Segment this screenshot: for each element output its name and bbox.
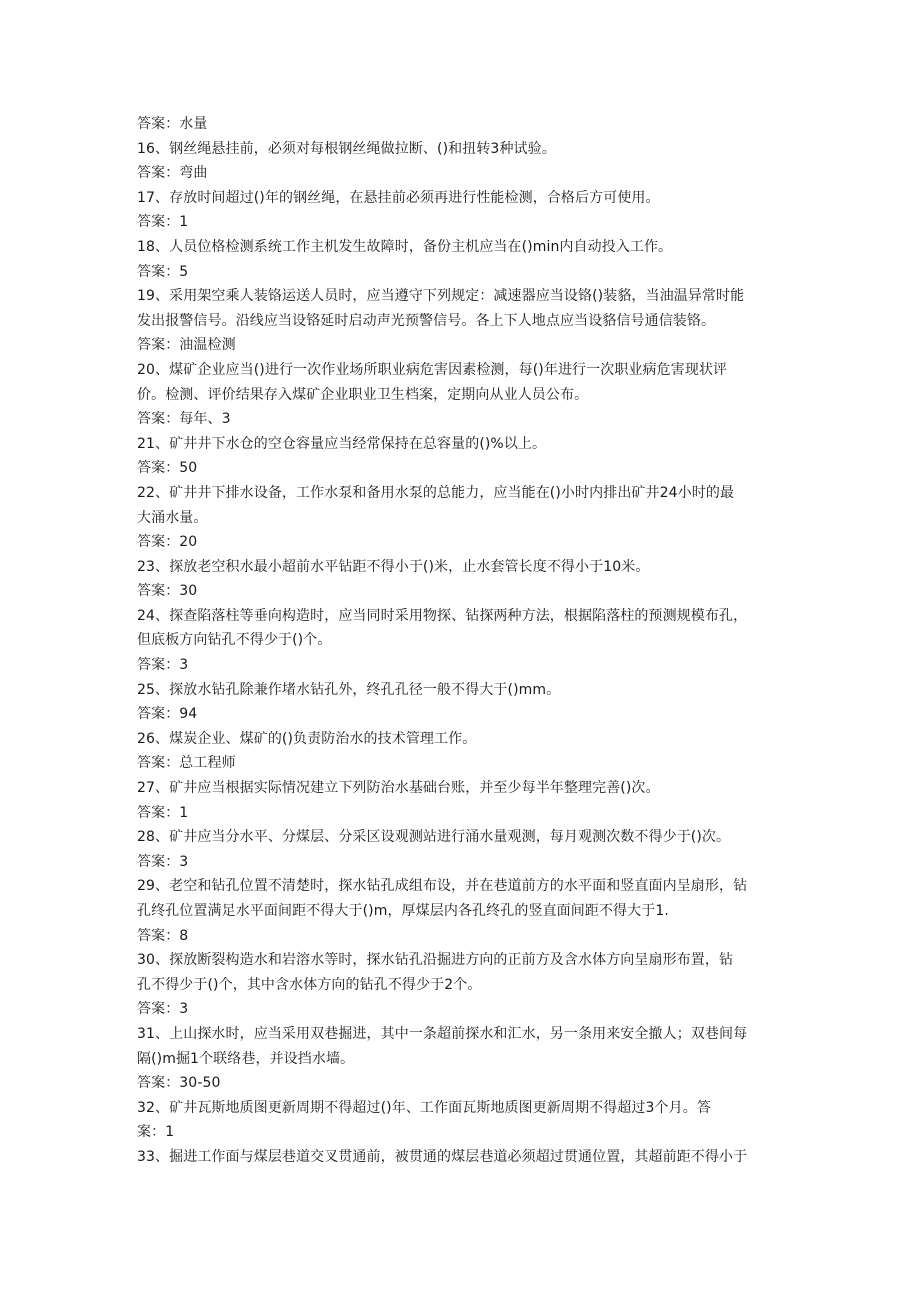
question-line: 18、人员位格检测系统工作主机发生故障时，备份主机应当在()min内自动投入工作。 (137, 238, 673, 255)
answer-line: 答案：1 (137, 214, 189, 231)
question-line: 19、采用架空乘人装铬运送人员时，应当遵守下列规定：减速器应当设铬()装貉，当油温异常时能 (137, 288, 745, 305)
question-line: 30、探放断裂构造水和岩溶水等时，探水钻孔沿掘进方向的正前方及含水体方向呈扇形布置，钻 (137, 952, 734, 969)
question-line: 28、矿井应当分水平、分煤层、分采区设观测站进行涌水量观测，每月观测次数不得少于()次。 (137, 829, 731, 846)
answer-line: 答案：3 (137, 853, 189, 870)
answer-line: 答案：3 (137, 1001, 189, 1018)
question-line: 32、矿井瓦斯地质图更新周期不得超过()年、工作面瓦斯地质图更新周期不得超过3个月。答 (137, 1099, 711, 1116)
question-line-continued: 孔不得少于()个，其中含水体方向的钻孔不得少于2个。 (137, 976, 482, 993)
question-line-continued: 隔()m掘1个联络巷，并设挡水墙。 (137, 1050, 355, 1067)
question-line: 22、矿井井下排水设备，工作水泵和备用水泵的总能力，应当能在()小时内排出矿井24小时的最 (137, 484, 735, 501)
answer-line: 答案：3 (137, 657, 189, 674)
answer-line: 答案：5 (137, 263, 189, 280)
question-line: 20、煤矿企业应当()进行一次作业场所职业病危害因素检测，每()年进行一次职业病危害现状评 (137, 361, 728, 378)
question-line-continued: 但底板方向钻孔不得少于()个。 (137, 632, 332, 649)
question-line: 21、矿井井下水仓的空仓容量应当经常保持在总容量的()%以上。 (137, 435, 547, 452)
answer-line: 答案：20 (137, 534, 198, 551)
question-line: 25、探放水钻孔除兼作堵水钻孔外，终孔孔径一般不得大于()mm。 (137, 681, 561, 698)
question-line: 31、上山探水时，应当采用双巷掘进，其中一条超前探水和汇水，另一条用来安全撤人；双巷间每 (137, 1025, 748, 1042)
question-line: 23、探放老空积水最小超前水平钻距不得小于()米，止水套管长度不得小于10米。 (137, 558, 650, 575)
question-line-continued: 大涌水量。 (137, 509, 208, 526)
answer-line: 答案：30 (137, 583, 198, 600)
answer-line: 答案：8 (137, 927, 189, 944)
answer-line: 答案：油温检测 (137, 337, 236, 354)
answer-line: 答案：94 (137, 706, 198, 723)
question-line-continued: 发出报警信号。沿线应当设铬延时启动声光预警信号。各上下人地点应当设貉信号通信装铬。 (137, 312, 716, 329)
document-page (137, 112, 785, 1170)
question-line: 17、存放时间超过()年的钢丝绳，在悬挂前必须再进行性能检测，合格后方可使用。 (137, 189, 660, 206)
question-line-continued: 价。检测、评价结果存入煤矿企业职业卫生档案，定期向从业人员公布。 (137, 386, 589, 403)
answer-line: 案：1 (137, 1124, 175, 1141)
question-line-continued: 孔终孔位置满足水平面间距不得大于()m，厚煤层内各孔终孔的竖直面间距不得大于1. (137, 903, 669, 919)
question-line: 24、探查陷落柱等垂向构造时，应当同时采用物探、钻探两种方法，根据陷落柱的预测规模布孔， (137, 607, 748, 624)
answer-line: 答案：30-50 (137, 1075, 221, 1092)
answer-line: 答案：弯曲 (137, 165, 208, 182)
question-line: 29、老空和钻孔位置不清楚时，探水钻孔成组布设，并在巷道前方的水平面和竖直面内呈扇形，钻 (137, 878, 748, 895)
answer-line: 答案：总工程师 (137, 755, 236, 772)
answer-line: 答案：每年、3 (137, 411, 231, 428)
answer-line: 答案：50 (137, 460, 198, 477)
question-line: 33、掘进工作面与煤层巷道交叉贯通前，被贯通的煤层巷道必须超过贯通位置，其超前距不得小于 (137, 1148, 748, 1165)
question-line: 16、钢丝绳悬挂前，必须对每根钢丝绳做拉断、()和扭转3种试验。 (137, 140, 556, 157)
answer-line: 答案：水量 (137, 116, 208, 132)
answer-line: 答案：1 (137, 804, 189, 821)
question-line: 27、矿井应当根据实际情况建立下列防治水基础台账，并至少每半年整理完善()次。 (137, 780, 660, 797)
question-line: 26、煤炭企业、煤矿的()负责防治水的技术管理工作。 (137, 730, 477, 747)
